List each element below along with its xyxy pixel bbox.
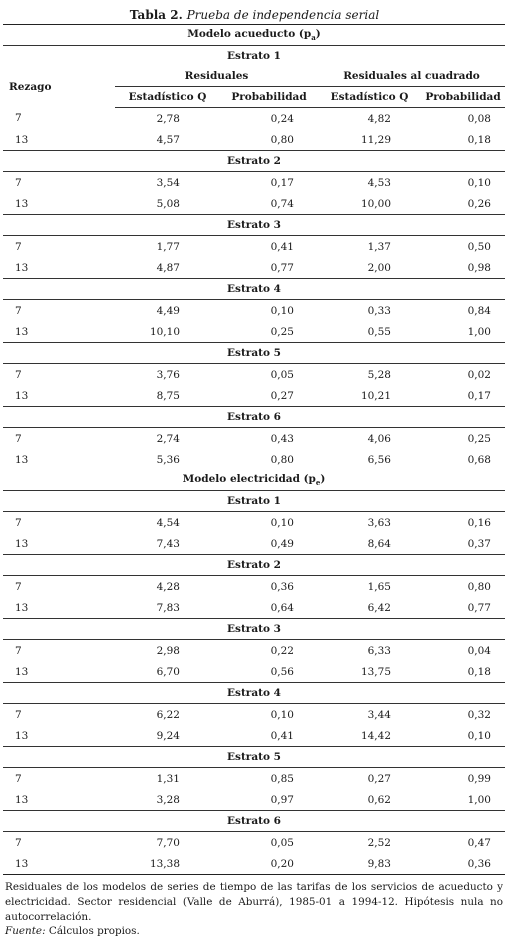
q-squared-cell: 2,52 — [367, 836, 391, 849]
bottom-rule-cell — [3, 874, 505, 875]
q-squared-cell: 8,64 — [367, 537, 391, 550]
q-squared-cell: 0,27 — [367, 772, 391, 785]
q-squared-cell: 0,62 — [367, 793, 391, 806]
prob-squared-cell: 0,68 — [467, 453, 491, 466]
prob-squared-cell: 0,32 — [467, 708, 491, 721]
lag-cell: 7 — [15, 432, 22, 445]
model-name: Modelo acueducto (p — [187, 27, 312, 40]
stratum-label: Estrato 3 — [3, 215, 505, 236]
table-row — [3, 321, 505, 343]
stratum-row — [3, 683, 505, 704]
table-row — [3, 364, 505, 386]
q-residual-cell: 1,31 — [156, 772, 180, 785]
stratum-row — [3, 279, 505, 300]
lag-cell: 13 — [15, 325, 29, 338]
table-row — [3, 236, 505, 258]
table-row — [3, 725, 505, 747]
q-residual-cell: 2,98 — [156, 644, 180, 657]
prob-residual-cell: 0,97 — [270, 793, 294, 806]
prob-squared-cell: 0,08 — [467, 112, 491, 125]
prob-squared-cell: 1,00 — [467, 325, 491, 338]
q-residual-cell: 1,77 — [156, 240, 180, 253]
lag-cell: 7 — [15, 368, 22, 381]
q-residual-cell: 4,57 — [156, 133, 180, 146]
prob-residual-cell: 0,10 — [270, 304, 294, 317]
independence-test-table — [3, 24, 505, 875]
table-body — [3, 25, 505, 875]
q-squared-cell: 1,65 — [367, 580, 391, 593]
prob-squared-cell: 0,47 — [467, 836, 491, 849]
q-squared-cell: 3,44 — [367, 708, 391, 721]
prob-residual-cell: 0,17 — [270, 176, 294, 189]
prob-squared-cell: 0,26 — [467, 197, 491, 210]
table-row — [3, 768, 505, 790]
q-residual-cell: 3,28 — [156, 793, 180, 806]
table-row — [3, 704, 505, 726]
lag-cell: 13 — [15, 261, 29, 274]
table-row — [3, 385, 505, 407]
q-squared-cell: 4,82 — [367, 112, 391, 125]
prob-residual-cell: 0,49 — [270, 537, 294, 550]
q-squared-cell: 9,83 — [367, 857, 391, 870]
prob-residual-cell: 0,77 — [270, 261, 294, 274]
q-squared-cell: 0,55 — [367, 325, 391, 338]
q-squared-cell: 13,75 — [360, 665, 391, 678]
stratum-row — [3, 215, 505, 236]
prob-squared-cell: 0,10 — [467, 729, 491, 742]
stratum-label: Estrato 3 — [3, 619, 505, 640]
prob-residual-cell: 0,41 — [270, 729, 294, 742]
lag-cell: 7 — [15, 644, 22, 657]
stratum-row — [3, 555, 505, 576]
table-row — [3, 533, 505, 555]
table-caption: Prueba de independencia serial — [186, 8, 380, 22]
prob-residual-cell: 0,43 — [270, 432, 294, 445]
lag-cell: 13 — [15, 389, 29, 402]
prob-squared-cell: 0,02 — [467, 368, 491, 381]
q-squared-cell: 5,28 — [367, 368, 391, 381]
prob-residual-cell: 0,05 — [270, 368, 294, 381]
prob-residual-cell: 0,20 — [270, 857, 294, 870]
prob-residual-cell: 0,24 — [270, 112, 294, 125]
table-row — [3, 832, 505, 854]
lag-cell: 13 — [15, 857, 29, 870]
q-squared-cell: 3,63 — [367, 516, 391, 529]
prob-residual-cell: 0,85 — [270, 772, 294, 785]
lag-cell: 7 — [15, 304, 22, 317]
q-residual-cell: 2,78 — [156, 112, 180, 125]
stratum-row — [3, 46, 505, 67]
model-row — [3, 25, 505, 46]
q-residual-cell: 7,83 — [156, 601, 180, 614]
prob-squared-cell: 1,00 — [467, 793, 491, 806]
stratum-row — [3, 491, 505, 512]
q-stat-header: Estadístico Q — [318, 87, 421, 108]
model-subscript: e — [315, 478, 321, 488]
source-text: Cálculos propios. — [45, 925, 140, 937]
stratum-label: Estrato 5 — [3, 747, 505, 768]
q-residual-cell: 8,75 — [156, 389, 180, 402]
stratum-row — [3, 811, 505, 832]
q-residual-cell: 3,54 — [156, 176, 180, 189]
stratum-row — [3, 343, 505, 364]
prob-squared-cell: 0,80 — [467, 580, 491, 593]
stratum-row — [3, 407, 505, 428]
prob-squared-cell: 0,04 — [467, 644, 491, 657]
prob-squared-cell: 0,18 — [467, 133, 491, 146]
header-row-groups — [3, 66, 505, 87]
prob-residual-cell: 0,10 — [270, 708, 294, 721]
q-residual-cell: 9,24 — [156, 729, 180, 742]
prob-residual-cell: 0,27 — [270, 389, 294, 402]
residuales-squared-header: Residuales al cuadrado — [318, 66, 505, 87]
q-squared-cell: 10,00 — [360, 197, 391, 210]
probability-header: Probabilidad — [220, 87, 318, 108]
prob-residual-cell: 0,41 — [270, 240, 294, 253]
table-row — [3, 640, 505, 662]
stratum-row — [3, 747, 505, 768]
stratum-label: Estrato 4 — [3, 279, 505, 300]
q-residual-cell: 4,87 — [156, 261, 180, 274]
lag-cell: 13 — [15, 133, 29, 146]
stratum-label: Estrato 5 — [3, 343, 505, 364]
prob-squared-cell: 0,84 — [467, 304, 491, 317]
model-title — [3, 470, 505, 491]
prob-residual-cell: 0,80 — [270, 453, 294, 466]
table-number: Tabla 2. — [129, 8, 183, 22]
table-row — [3, 597, 505, 619]
prob-residual-cell: 0,80 — [270, 133, 294, 146]
table-row — [3, 853, 505, 874]
prob-residual-cell: 0,22 — [270, 644, 294, 657]
q-residual-cell: 5,36 — [156, 453, 180, 466]
prob-residual-cell: 0,74 — [270, 197, 294, 210]
q-squared-cell: 6,33 — [367, 644, 391, 657]
stratum-label: Estrato 1 — [3, 491, 505, 512]
model-name: Modelo electricidad (p — [182, 472, 316, 485]
prob-squared-cell: 0,50 — [467, 240, 491, 253]
stratum-label: Estrato 1 — [3, 46, 505, 67]
q-squared-cell: 0,33 — [367, 304, 391, 317]
prob-residual-cell: 0,25 — [270, 325, 294, 338]
q-residual-cell: 6,22 — [156, 708, 180, 721]
lag-cell: 13 — [15, 665, 29, 678]
lag-cell: 7 — [15, 772, 22, 785]
stratum-row — [3, 619, 505, 640]
q-residual-cell: 7,43 — [156, 537, 180, 550]
q-residual-cell: 4,54 — [156, 516, 180, 529]
table-row — [3, 449, 505, 470]
prob-residual-cell: 0,56 — [270, 665, 294, 678]
prob-squared-cell: 0,77 — [467, 601, 491, 614]
lag-cell: 7 — [15, 112, 22, 125]
prob-residual-cell: 0,64 — [270, 601, 294, 614]
bottom-rule — [3, 874, 505, 875]
stratum-label: Estrato 6 — [3, 407, 505, 428]
source-label: Fuente: — [5, 925, 46, 937]
table-row — [3, 172, 505, 194]
prob-squared-cell: 0,25 — [467, 432, 491, 445]
prob-squared-cell: 0,99 — [467, 772, 491, 785]
model-close: ) — [320, 472, 326, 485]
prob-squared-cell: 0,37 — [467, 537, 491, 550]
q-squared-cell: 4,53 — [367, 176, 391, 189]
lag-cell: 7 — [15, 240, 22, 253]
prob-squared-cell: 0,10 — [467, 176, 491, 189]
stratum-label: Estrato 2 — [3, 555, 505, 576]
prob-squared-cell: 0,17 — [467, 389, 491, 402]
lag-cell: 7 — [15, 708, 22, 721]
table-row — [3, 108, 505, 130]
q-residual-cell: 4,28 — [156, 580, 180, 593]
table-row — [3, 661, 505, 683]
model-subscript: a — [311, 33, 316, 43]
prob-residual-cell: 0,10 — [270, 516, 294, 529]
q-residual-cell: 13,38 — [149, 857, 180, 870]
q-squared-cell: 6,42 — [367, 601, 391, 614]
table-row — [3, 512, 505, 534]
lag-cell: 7 — [15, 176, 22, 189]
lag-cell: 13 — [15, 793, 29, 806]
rezago-header: Rezago — [9, 80, 52, 93]
probability-header: Probabilidad — [421, 87, 505, 108]
table-source — [5, 925, 140, 937]
lag-cell: 13 — [15, 453, 29, 466]
q-squared-cell: 10,21 — [360, 389, 391, 402]
prob-residual-cell: 0,36 — [270, 580, 294, 593]
prob-squared-cell: 0,36 — [467, 857, 491, 870]
lag-cell: 13 — [15, 601, 29, 614]
lag-cell: 7 — [15, 836, 22, 849]
q-stat-header: Estadístico Q — [115, 87, 220, 108]
stratum-label: Estrato 4 — [3, 683, 505, 704]
table-note: Residuales de los modelos de series de tiempo de las tarifas de los servicios de acueducto y electricidad. Sector residencial (Valle de Aburrá), 1985-01 a 1994-12. Hipótesis nula no autocorrelación. — [5, 881, 503, 923]
q-residual-cell: 2,74 — [156, 432, 180, 445]
table-row — [3, 129, 505, 151]
q-residual-cell: 5,08 — [156, 197, 180, 210]
q-residual-cell: 4,49 — [156, 304, 180, 317]
q-residual-cell: 6,70 — [156, 665, 180, 678]
table-row — [3, 300, 505, 322]
lag-cell: 13 — [15, 729, 29, 742]
lag-cell: 13 — [15, 537, 29, 550]
lag-cell: 7 — [15, 580, 22, 593]
stratum-label: Estrato 6 — [3, 811, 505, 832]
table-row — [3, 576, 505, 598]
prob-residual-cell: 0,05 — [270, 836, 294, 849]
q-squared-cell: 11,29 — [360, 133, 391, 146]
stratum-label: Estrato 2 — [3, 151, 505, 172]
q-squared-cell: 6,56 — [367, 453, 391, 466]
q-squared-cell: 2,00 — [367, 261, 391, 274]
q-residual-cell: 3,76 — [156, 368, 180, 381]
q-squared-cell: 1,37 — [367, 240, 391, 253]
table-row — [3, 193, 505, 215]
lag-cell: 7 — [15, 516, 22, 529]
q-residual-cell: 10,10 — [149, 325, 180, 338]
table-title — [0, 0, 509, 24]
prob-squared-cell: 0,18 — [467, 665, 491, 678]
table-row — [3, 428, 505, 450]
lag-cell: 13 — [15, 197, 29, 210]
residuales-header: Residuales — [115, 66, 318, 87]
q-squared-cell: 4,06 — [367, 432, 391, 445]
q-residual-cell: 7,70 — [156, 836, 180, 849]
model-row — [3, 470, 505, 491]
stratum-row — [3, 151, 505, 172]
table-row — [3, 789, 505, 811]
prob-squared-cell: 0,98 — [467, 261, 491, 274]
prob-squared-cell: 0,16 — [467, 516, 491, 529]
table-row — [3, 257, 505, 279]
model-close: ) — [315, 27, 321, 40]
model-title — [3, 25, 505, 46]
q-squared-cell: 14,42 — [360, 729, 391, 742]
